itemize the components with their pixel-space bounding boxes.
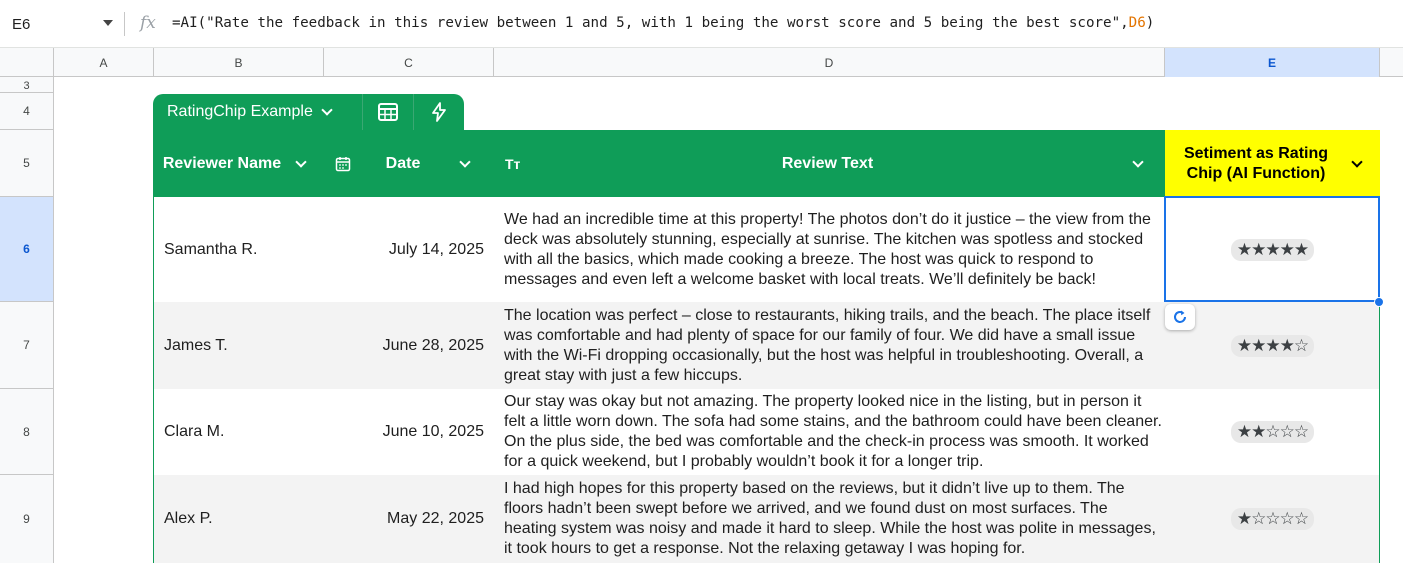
table-row	[154, 475, 1379, 563]
row-header-4[interactable]: 4	[0, 93, 54, 130]
rating-cell[interactable]	[1166, 389, 1379, 475]
reviewer-name-cell[interactable]: Clara M.	[164, 423, 225, 440]
chevron-down-icon[interactable]	[295, 156, 306, 167]
name-box-dropdown-icon[interactable]	[103, 20, 113, 26]
header-reviewer-label: Reviewer Name	[162, 154, 282, 172]
fill-handle[interactable]	[1374, 297, 1384, 307]
rating-cell[interactable]	[1166, 475, 1379, 563]
row-header-8[interactable]: 8	[0, 389, 54, 475]
review-text-cell[interactable]: Our stay was okay but not amazing. The property looked nice in the listing, but in person it felt a little worn down. The sofa had some stains, and the bathroom could have been cleaner. On the plus side, the bed was comfortable and the check-in process was smooth. It worked for a quick weekend, but I probably wouldn’t book it for a longer trip.	[504, 393, 1162, 470]
table-view-button[interactable]	[362, 94, 413, 130]
review-text-cell[interactable]: The location was perfect – close to restaurants, hiking trails, and the beach. The place itself was comfortable and had plenty of space for our family of four. We did have a small issue with the Wi-Fi dropping occasionally, but the host was helpful in troubleshooting. Overall, a great stay with just a few hiccups.	[504, 306, 1151, 384]
header-date-label: Date	[385, 154, 421, 172]
formula-input[interactable]	[172, 15, 1154, 31]
formula-bar	[0, 0, 1403, 48]
date-cell[interactable]: June 10, 2025	[382, 423, 484, 440]
chevron-down-icon[interactable]	[1351, 156, 1362, 167]
header-reviewer-name[interactable]	[153, 130, 323, 197]
refresh-icon	[1172, 309, 1188, 325]
row-header-9[interactable]: 9	[0, 475, 54, 563]
cell-selection-outline	[1164, 196, 1380, 302]
table-view-icon	[377, 102, 399, 122]
table-header-row	[153, 130, 1380, 197]
lightning-icon	[431, 102, 447, 122]
review-text-cell[interactable]: We had an incredible time at this property! The photos don’t do it justice – the view from the deck was absolutely stunning, especially at sunrise. The kitchen was spotless and stocked with all the basics, which made cooking a breeze. The host was quick to respond to messages and even left a welcome basket with local treats. We’ll definitely be back!	[504, 210, 1151, 288]
chevron-down-icon	[321, 104, 332, 115]
chevron-down-icon[interactable]	[1132, 156, 1143, 167]
name-box-value: E6	[12, 15, 31, 33]
formula-bar-divider	[124, 12, 125, 36]
column-header-e[interactable]: E	[1165, 48, 1380, 77]
column-header-c[interactable]: C	[324, 48, 494, 77]
chevron-down-icon[interactable]	[459, 156, 470, 167]
calendar-icon	[335, 156, 351, 172]
column-header-f[interactable]	[1380, 48, 1403, 77]
table-row	[154, 389, 1379, 475]
column-headers	[0, 48, 1403, 77]
row-header-6[interactable]: 6	[0, 197, 54, 302]
fx-icon: fx	[140, 13, 156, 33]
name-box[interactable]	[0, 0, 124, 48]
reviewer-name-cell[interactable]: James T.	[164, 336, 228, 354]
date-cell[interactable]: May 22, 2025	[387, 510, 484, 527]
select-all-corner[interactable]	[0, 48, 54, 77]
reviewer-name-cell[interactable]: Alex P.	[164, 510, 213, 527]
table-row	[154, 302, 1379, 389]
date-cell[interactable]: July 14, 2025	[388, 240, 484, 258]
rating-chip[interactable]: ★☆☆☆☆	[1231, 508, 1314, 530]
text-type-icon: Tт	[505, 155, 521, 172]
row-header-3[interactable]: 3	[0, 77, 54, 93]
header-sentiment[interactable]	[1164, 130, 1380, 197]
header-review-text[interactable]	[493, 130, 1164, 197]
table-name-tab	[153, 94, 464, 130]
table-name: RatingChip Example	[167, 103, 313, 120]
header-review-label: Review Text	[781, 154, 874, 172]
refresh-button[interactable]	[1165, 304, 1195, 330]
row-header-5[interactable]: 5	[0, 130, 54, 197]
table-name-menu[interactable]	[153, 94, 362, 130]
column-header-d[interactable]: D	[494, 48, 1165, 77]
date-cell[interactable]: June 28, 2025	[382, 336, 484, 354]
rating-cell[interactable]	[1166, 302, 1379, 389]
row-header-7[interactable]: 7	[0, 302, 54, 389]
quick-actions-button[interactable]	[413, 94, 464, 130]
formula-text: =AI("Rate the feedback in this review between 1 and 5, with 1 being the worst score and 5 being the best score",	[172, 15, 1129, 31]
header-date[interactable]	[323, 130, 493, 197]
column-header-b[interactable]: B	[154, 48, 324, 77]
formula-cell-reference: D6	[1128, 15, 1146, 31]
rating-chip[interactable]: ★★☆☆☆	[1231, 421, 1314, 443]
rating-chip[interactable]: ★★★★★	[1231, 239, 1314, 261]
column-header-a[interactable]: A	[54, 48, 154, 77]
reviewer-name-cell[interactable]: Samantha R.	[164, 240, 258, 258]
review-text-cell[interactable]: I had high hopes for this property based on the reviews, but it didn’t live up to them. The floors hadn’t been swept before we arrived, and we found dust on most surfaces. The heating system was noisy and made it hard to sleep. While the host was polite in messages, it took hours to get a response. Not the relaxing getaway I was hoping for.	[504, 480, 1156, 557]
formula-closing-paren: )	[1145, 15, 1155, 31]
header-sentiment-label: Setiment as Rating Chip (AI Function)	[1183, 144, 1329, 182]
rating-chip[interactable]: ★★★★☆	[1231, 335, 1314, 357]
